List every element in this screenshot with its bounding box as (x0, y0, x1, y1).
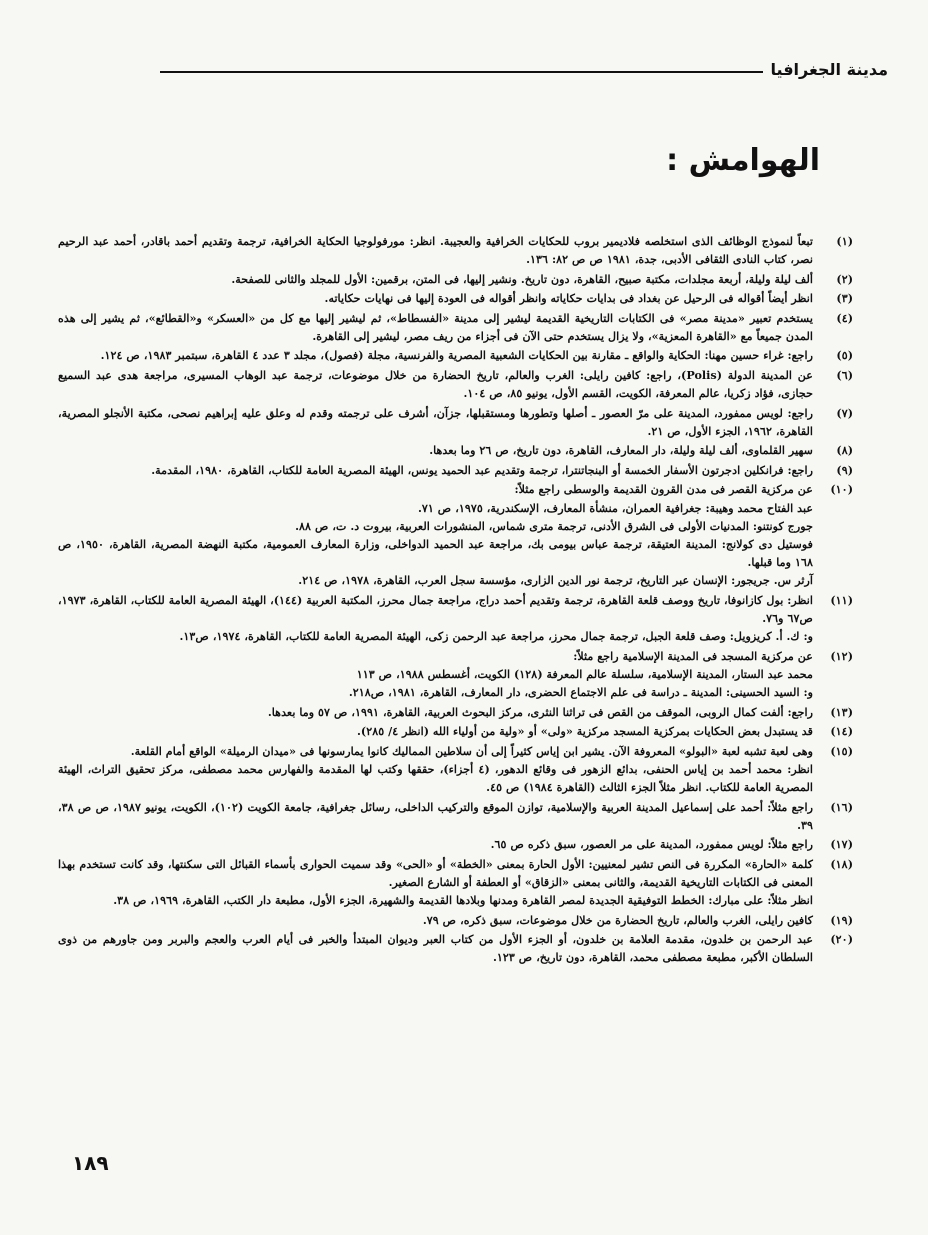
footnote-number: (١٥) (830, 743, 853, 758)
footnote-text (58, 591, 813, 646)
footnote-number: (١٤) (830, 724, 853, 739)
footnote-item (58, 480, 853, 589)
footnote-item (58, 855, 853, 910)
footnote-text (58, 346, 813, 364)
footnote-number: (٢) (836, 271, 853, 286)
footnote-item (58, 911, 853, 929)
footnote-paragraph: راجع مثلاً: لويس ممفورد، المدينة على مر العصور، سبق ذكره ص ٦٥. (490, 837, 813, 852)
footnotes-list (58, 232, 853, 968)
running-title: مدينة الجغرافيا (770, 60, 888, 79)
footnote-paragraph: راجع مثلاً: أحمد على إسماعيل المدينة العربية والإسلامية، توازن الموقع والتركيب الداخلى، رسائل جغرافية، جامعة الكويت (١٠٢)، الكويت، يونيو ١٩٨٧، ص ص ٣٨، ٣٩. (58, 799, 813, 832)
footnote-paragraph: انظر مثلاً: على مبارك: الخطط التوفيقية الجديدة لمصر القاهرة ومدنها وبلادها القديمة والشهيرة، الجزء الأول، مطبعة دار الكتب، القاهرة، ١٩٦٩، ص ٣٨. (113, 893, 813, 908)
footnote-item (58, 703, 853, 721)
footnote-paragraph: جورج كونتنو: المدنيات الأولى فى الشرق الأدنى، ترجمة مترى شماس، المنشورات العربية، بيروت د. ت، ص ٨٨. (295, 518, 813, 533)
footnote-paragraph: راجع: ألفت كمال الروبى، الموقف من القص فى تراثنا النثرى، مركز البحوث العربية، القاهرة، ١٩٩١، ص ٥٧ وما بعدها. (267, 704, 813, 719)
footnote-number: (١٩) (830, 912, 853, 927)
footnote-text (58, 480, 813, 589)
footnote-text (58, 703, 813, 721)
footnote-number: (٥) (836, 348, 853, 363)
footnote-text (58, 289, 813, 307)
footnote-paragraph: آرثر س. جريجور: الإنسان عبر التاريخ، ترجمة نور الدين الزارى، مؤسسة سجل العرب، القاهرة، ١٩٧٨، ص ٢١٤. (298, 573, 813, 588)
footnote-number: (١) (836, 234, 853, 248)
footnote-number: (٧) (836, 405, 853, 420)
footnote-paragraph: و: ك. أ. كريزويل: وصف قلعة الجبل، ترجمة جمال محرز، مراجعة عبد الرحمن زكى، الهيئة المصرية العامة للكتاب، القاهرة، ١٩٧٤، ص١٣. (179, 629, 813, 644)
footnote-text (58, 404, 813, 440)
page-number: ١٨٩ (72, 1151, 109, 1175)
footnote-item (58, 647, 853, 702)
footnote-number: (١٢) (830, 648, 853, 663)
footnote-paragraph: عن المدينة الدولة (Polis)، راجع: كافين رايلى: الغرب والعالم، تاريخ الحضارة من خلال موضوعات، ترجمة عبد الوهاب المسيرى، مراجعة هدى عبد السميع حجازى، فؤاد زكريا، عالم المعرفة، الكويت، القسم الأول، يونيو ٨٥، ص ١٠٤. (58, 367, 813, 401)
footnote-item (58, 798, 853, 834)
footnote-item (58, 742, 853, 797)
footnote-text (58, 930, 813, 966)
footnote-text (58, 798, 813, 834)
footnote-paragraph: كافين رايلى، الغرب والعالم، تاريخ الحضارة من خلال موضوعات، سبق ذكره، ص ٧٩. (422, 912, 813, 927)
footnote-number: (٢٠) (830, 932, 853, 947)
footnote-paragraph: انظر: بول كازانوفا، تاريخ ووصف قلعة القاهرة، ترجمة وتقديم أحمد دراج، مراجعة جمال محرز، المكتبة العربية (١٤٤)، الهيئة المصرية العامة للكتاب، القاهرة، ١٩٧٣، ص٦٧ و٧٦. (58, 592, 813, 626)
footnote-item (58, 404, 853, 440)
footnote-item (58, 461, 853, 479)
footnote-paragraph: عن مركزية المسجد فى المدينة الإسلامية راجع مثلاً: (573, 648, 813, 663)
footnote-item (58, 232, 853, 268)
footnote-item (58, 346, 853, 364)
footnote-paragraph: وهى لعبة تشبه لعبة «البولو» المعروفة الآن. يشير ابن إياس كثيراً إلى أن سلاطين المماليك كانوا يمارسونها فى «ميدان الرميلة» الواقع أمام القلعة. (130, 743, 813, 758)
footnote-paragraph: قد يستبدل بعض الحكايات بمركزية المسجد مركزية «ولى» أو «ولية من أولياء الله (انظر ٤/ ٢٨٥). (357, 724, 813, 739)
section-title: الهوامش : (666, 143, 820, 178)
footnote-item (58, 366, 853, 402)
footnote-text (58, 647, 813, 702)
footnote-item (58, 835, 853, 853)
footnote-item (58, 930, 853, 966)
footnote-item (58, 309, 853, 345)
footnote-number: (٨) (836, 443, 853, 458)
footnote-paragraph: تبعاً لنموذج الوظائف الذى استخلصه فلاديمير بروب للحكايات الخرافية والعجيبة. انظر: مورفولوجيا الحكاية الخرافية، ترجمة وتقديم أحمد باقادر، أحمد عبد الرحيم نصر، كتاب النادى الثقافى الأدبى، جدة، ١٩٨١ ص ص ٨٢: ١٣٦. (58, 234, 813, 267)
footnote-paragraph: و: السيد الحسينى: المدينة ـ دراسة فى علم الاجتماع الحضرى، دار المعارف، القاهرة، ١٩٨١، ص٢١٨. (348, 685, 813, 700)
footnote-paragraph: فوستيل دى كولانج: المدينة العتيقة، ترجمة عباس بيومى بك، مراجعة عبد الحميد الدواخلى، وزارة المعارف العمومية، مكتبة النهضة المصرية، القاهرة، ١٩٥٠، ص ١٦٨ وما قبلها. (58, 536, 813, 570)
footnote-number: (١١) (830, 592, 853, 607)
footnote-text (58, 722, 813, 740)
footnote-item (58, 270, 853, 288)
footnote-number: (٩) (836, 462, 853, 477)
footnote-paragraph: يستخدم تعبير «مدينة مصر» فى الكتابات التاريخية القديمة ليشير إلى مدينة «الفسطاط»، ثم ليشير إليها مع كل من «العسكر» و«القطائع»، ثم يشير إلى هذه المدن جميعاً مع «القاهرة المعزية»، ولا يزال يستخدم حتى الآن فى أجزاء من ريف مصر، ليشير إلى القاهرة. (58, 310, 813, 343)
footnote-paragraph: راجع: لويس ممفورد، المدينة على مرّ العصور ـ أصلها وتطورها ومستقبلها، جزآن، أشرف على ترجمته وقدم له وعلق عليه إبراهيم نصحى، مكتبة الأنجلو المصرية، القاهرة، ١٩٦٢، الجزء الأول، ص ٢١. (58, 405, 813, 438)
footnote-number: (١٨) (830, 856, 853, 871)
header-rule (160, 71, 763, 73)
footnote-text (58, 855, 813, 910)
footnote-paragraph: عبد الرحمن بن خلدون، مقدمة العلامة بن خلدون، أو الجزء الأول من كتاب العبر وديوان المبتدأ والخبر فى أيام العرب والعجم والبربر ومن جاورهم من ذوى السلطان الأكبر، مطبعة مصطفى محمد، القاهرة، دون تاريخ، ص ١٢٣. (58, 932, 813, 965)
footnote-text (58, 742, 813, 797)
footnote-number: (٦) (836, 367, 853, 382)
footnote-text (58, 366, 813, 402)
footnote-number: (٤) (836, 310, 853, 325)
footnote-item (58, 591, 853, 646)
footnote-paragraph: سهير القلماوى، ألف ليلة وليلة، دار المعارف، القاهرة، دون تاريخ، ص ٢٦ وما بعدها. (429, 443, 813, 458)
footnote-number: (١٠) (830, 482, 853, 497)
running-header (160, 60, 888, 84)
footnote-paragraph: انظر: محمد أحمد بن إياس الحنفى، بدائع الزهور فى وقائع الدهور، (٤ أجزاء)، حققها وكتب لها المقدمة والفهارس محمد مصطفى، مركز تحقيق التراث، الهيئة المصرية العامة للكتاب. انظر مثلاً الجزء الثالث (القاهرة ١٩٨٤) ص ٤٥. (58, 761, 813, 795)
footnote-text (58, 270, 813, 288)
footnote-paragraph: محمد عبد الستار، المدينة الإسلامية، سلسلة عالم المعرفة (١٢٨) الكويت، أغسطس ١٩٨٨، ص ١١٣ (356, 666, 813, 681)
footnote-number: (١٧) (830, 837, 853, 852)
footnote-text (58, 309, 813, 345)
footnote-paragraph: راجع: غراء حسين مهنا: الحكاية والواقع ـ مقارنة بين الحكايات الشعبية المصرية والفرنسية، مجلة (فصول)، مجلد ٣ عدد ٤ القاهرة، سبتمبر ١٩٨٣، ص ١٢٤. (100, 348, 813, 363)
footnote-item (58, 441, 853, 459)
footnote-paragraph: عن مركزية القصر فى مدن القرون القديمة والوسطى راجع مثلاً: (514, 482, 813, 497)
footnote-item (58, 722, 853, 740)
footnote-text (58, 835, 813, 853)
footnote-number: (٣) (836, 291, 853, 306)
footnote-paragraph: ألف ليلة وليلة، أربعة مجلدات، مكتبة صبيح، القاهرة، دون تاريخ. ونشير إليها، فى المتن، برقمين: الأول للمجلد والثانى للصفحة. (231, 271, 813, 286)
footnote-text (58, 461, 813, 479)
footnote-number: (١٦) (830, 799, 853, 814)
footnote-paragraph: عبد الفتاح محمد وهيبة: جغرافية العمران، منشأة المعارف، الإسكندرية، ١٩٧٥، ص ٧١. (417, 500, 813, 515)
footnote-paragraph: انظر أيضاً أقواله فى الرحيل عن بغداد فى بدايات حكاياته وانظر أقواله فى العودة إليها فى نهايات حكاياته. (324, 291, 813, 306)
footnote-paragraph: كلمة «الحارة» المكررة فى النص تشير لمعنيين: الأول الحارة بمعنى «الخطة» أو «الحى» وقد سميت الحوارى بأسماء القبائل التى سكنتها، وقد كانت تستخدم بهذا المعنى فى الكتابات التاريخية القديمة، والثانى بمعنى «الزقاق» أو العطفة أو الشارع الصغير. (58, 856, 813, 889)
footnote-number: (١٣) (830, 704, 853, 719)
footnote-text (58, 911, 813, 929)
footnote-text (58, 232, 813, 268)
footnote-paragraph: راجع: فرانكلين ادجرتون الأسفار الخمسة أو البنجاتنترا، ترجمة وتقديم عبد الحميد يونس، الهيئة المصرية العامة للكتاب، القاهرة، ١٩٨٠، المقدمة. (151, 462, 813, 477)
footnote-text (58, 441, 813, 459)
footnote-item (58, 289, 853, 307)
